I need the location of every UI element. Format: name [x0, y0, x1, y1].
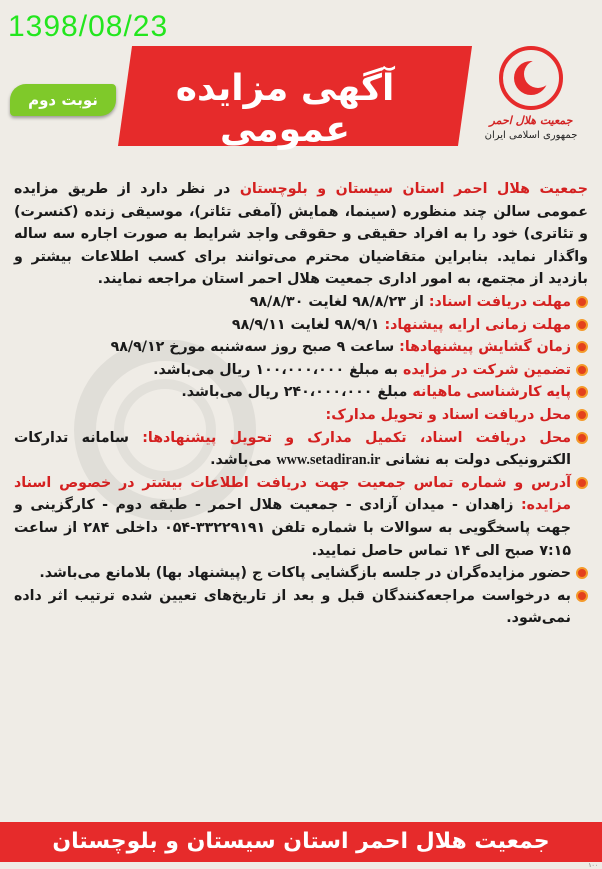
list-item	[14, 427, 588, 472]
list-item	[14, 562, 588, 585]
footer-banner: جمعیت هلال احمر استان سیستان و بلوچستان	[0, 822, 602, 862]
item-text: از ۹۸/۸/۲۳ لغایت ۹۸/۸/۳۰	[249, 293, 429, 310]
item-text: به مبلغ ۱۰۰،۰۰۰،۰۰۰ ریال می‌باشد.	[153, 361, 403, 378]
bullet-icon	[576, 432, 588, 444]
item-text: به درخواست مراجعه‌کنندگان قبل و بعد از تاریخ‌های تعیین شده ترتیب اثر داده نمی‌شود.	[14, 587, 571, 627]
bullet-icon	[576, 341, 588, 353]
intro-paragraph	[14, 178, 588, 291]
intro-org-name: جمعیت هلال احمر استان سیستان و بلوچستان	[239, 181, 588, 197]
item-label: محل دریافت اسناد، تکمیل مدارک و تحویل پیشنهادها:	[142, 429, 572, 446]
list-item	[14, 336, 588, 359]
item-text: سامانه تدارکات الکترونیکی دولت به نشانی	[14, 429, 571, 469]
item-label: زمان گشایش پیشنهادها:	[399, 339, 571, 356]
bullet-icon	[576, 386, 588, 398]
logo-org-name: جمعیت هلال احمر	[489, 114, 573, 127]
logo-country-name: جمهوری اسلامی ایران	[484, 130, 578, 141]
item-label: مهلت دریافت اسناد:	[428, 293, 571, 310]
item-label: محل دریافت اسناد و تحویل مدارک:	[325, 406, 571, 423]
red-crescent-logo	[472, 44, 590, 170]
item-text: مبلغ ۲۴۰،۰۰۰،۰۰۰ ریال می‌باشد.	[181, 384, 413, 401]
notice-body	[14, 178, 588, 818]
list-item	[14, 585, 588, 630]
item-text: زاهدان - میدان آزادی - جمعیت هلال احمر - طبقه دوم - کارگزینی و جهت پاسخگویی به سوالات با شماره تلفن ۳۳۲۲۹۱۹۱-۰۵۴ داخلی ۲۸۴ از ساعت ۷:۱۵ صبح الی ۱۴ تماس حاصل نمایید.	[14, 497, 571, 559]
item-label: مهلت زمانی ارایه پیشنهاد:	[384, 316, 571, 333]
item-label: پایه کارشناسی ماهیانه	[412, 384, 571, 401]
list-item	[14, 404, 588, 427]
bullet-icon	[576, 296, 588, 308]
intro-text: در نظر دارد از طریق مزایده عمومی سالن چند منظوره (سینما، همایش (آمفی تئاتر)، موسیقی زنده (کنسرت) و تئاتری) خود را به افراد حقیقی و حقوقی واجد شرایط به صورت اجاره سه ساله واگذار نماید. بنابراین متقاضیان محترم می‌توانند برای کسب اطلاعات بیشتر و بازدید از مجتمع، به امور اداری جمعیت هلال احمر استان مراجعه نمایند.	[14, 181, 588, 288]
item-text: ۹۸/۹/۱ لغایت ۹۸/۹/۱۱	[231, 316, 385, 333]
setadiran-link[interactable]: www.setadiran.ir	[276, 452, 381, 469]
bullet-icon	[576, 477, 588, 489]
bullet-icon	[576, 409, 588, 421]
list-item	[14, 381, 588, 404]
date-stamp: 1398/08/23	[8, 10, 169, 43]
round-badge: نوبت دوم	[10, 84, 116, 116]
item-text: ساعت ۹ صبح روز سه‌شنبه مورخ ۹۸/۹/۱۲	[110, 339, 400, 356]
item-text-after: می‌باشد.	[210, 452, 277, 469]
bullet-icon	[576, 567, 588, 579]
list-item	[14, 291, 588, 314]
list-item	[14, 359, 588, 382]
page-number: ۱۰۰	[588, 862, 598, 869]
item-label: آدرس و شماره تماس جمعیت جهت دریافت اطلاعات بیشتر در خصوص اسناد مزایده:	[14, 474, 571, 514]
list-item	[14, 314, 588, 337]
list-item	[14, 472, 588, 562]
item-label: تضمین شرکت در مزایده	[402, 361, 571, 378]
item-text: حضور مزایده‌گران در جلسه بازگشایی پاکات ج (پیشنهاد بها) بلامانع می‌باشد.	[39, 565, 571, 582]
bullet-icon	[576, 364, 588, 376]
bullet-icon	[576, 319, 588, 331]
bullet-icon	[576, 590, 588, 602]
headline-title: آگهی مزایده عمومی	[175, 68, 395, 150]
crescent-icon	[499, 46, 563, 110]
